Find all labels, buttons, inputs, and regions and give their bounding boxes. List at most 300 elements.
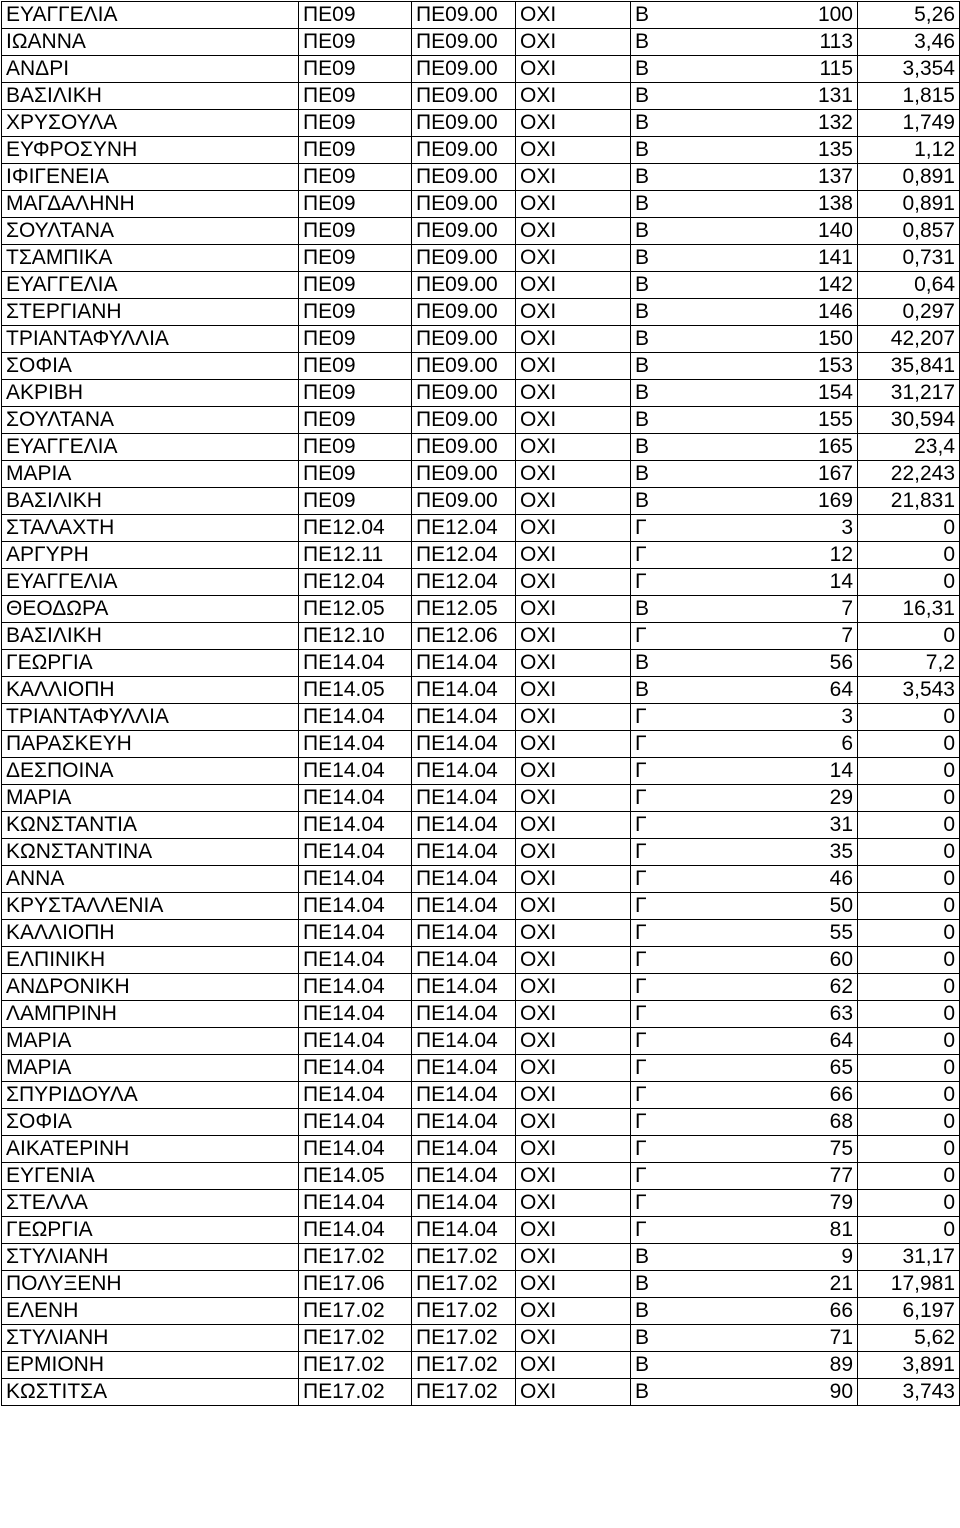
score-cell: 0 — [858, 893, 960, 920]
name-cell: ΣΟΥΛΤΑΝΑ — [2, 407, 299, 434]
category-value: Β — [635, 30, 650, 53]
score-cell: 7,2 — [858, 650, 960, 677]
score-cell: 35,841 — [858, 353, 960, 380]
table-row — [2, 380, 960, 407]
specialty-code-cell: ΠΕ12.06 — [412, 623, 516, 650]
name-cell: ΓΕΩΡΓΙΑ — [2, 1217, 299, 1244]
score-cell: 0 — [858, 1217, 960, 1244]
specialty-cell: ΠΕ09 — [299, 434, 412, 461]
table-row — [2, 515, 960, 542]
score-cell: 0 — [858, 1190, 960, 1217]
score-cell: 0 — [858, 1055, 960, 1082]
specialty-code-cell: ΠΕ14.04 — [412, 1217, 516, 1244]
category-rank-cell — [631, 839, 858, 866]
specialty-cell: ΠΕ14.05 — [299, 677, 412, 704]
table-row — [2, 893, 960, 920]
specialty-cell: ΠΕ14.04 — [299, 731, 412, 758]
name-cell: ΣΟΦΙΑ — [2, 353, 299, 380]
specialty-cell: ΠΕ09 — [299, 353, 412, 380]
rank-value: 31 — [829, 813, 853, 836]
table-row — [2, 461, 960, 488]
flag-cell: ΟΧΙ — [516, 758, 631, 785]
rank-value: 6 — [841, 732, 853, 755]
flag-cell: ΟΧΙ — [516, 1271, 631, 1298]
category-value: Γ — [635, 1218, 647, 1241]
specialty-cell: ΠΕ17.02 — [299, 1379, 412, 1406]
score-cell: 0,731 — [858, 245, 960, 272]
score-cell: 22,243 — [858, 461, 960, 488]
table-row — [2, 1244, 960, 1271]
score-cell: 1,815 — [858, 83, 960, 110]
specialty-cell: ΠΕ09 — [299, 83, 412, 110]
specialty-cell: ΠΕ09 — [299, 488, 412, 515]
table-row — [2, 191, 960, 218]
score-cell: 23,4 — [858, 434, 960, 461]
category-value: Γ — [635, 1137, 647, 1160]
flag-cell: ΟΧΙ — [516, 569, 631, 596]
name-cell: ΤΣΑΜΠΙΚΑ — [2, 245, 299, 272]
rank-value: 64 — [829, 1029, 853, 1052]
name-cell: ΣΤΕΛΛΑ — [2, 1190, 299, 1217]
specialty-code-cell: ΠΕ17.02 — [412, 1271, 516, 1298]
specialty-cell: ΠΕ09 — [299, 29, 412, 56]
rank-value: 167 — [817, 462, 853, 485]
specialty-code-cell: ΠΕ17.02 — [412, 1325, 516, 1352]
flag-cell: ΟΧΙ — [516, 299, 631, 326]
flag-cell: ΟΧΙ — [516, 650, 631, 677]
specialty-code-cell: ΠΕ14.04 — [412, 1163, 516, 1190]
table-row — [2, 407, 960, 434]
category-rank-cell — [631, 1217, 858, 1244]
specialty-cell: ΠΕ17.06 — [299, 1271, 412, 1298]
table-row — [2, 1217, 960, 1244]
specialty-code-cell: ΠΕ09.00 — [412, 380, 516, 407]
category-rank-cell — [631, 1244, 858, 1271]
table-row — [2, 542, 960, 569]
category-value: Γ — [635, 570, 647, 593]
rank-value: 140 — [817, 219, 853, 242]
table-row — [2, 1325, 960, 1352]
name-cell: ΕΛΕΝΗ — [2, 1298, 299, 1325]
category-rank-cell — [631, 218, 858, 245]
table-row — [2, 731, 960, 758]
specialty-cell: ΠΕ14.04 — [299, 1082, 412, 1109]
category-rank-cell — [631, 758, 858, 785]
table-row — [2, 29, 960, 56]
category-rank-cell — [631, 677, 858, 704]
specialty-cell: ΠΕ17.02 — [299, 1244, 412, 1271]
rank-value: 60 — [829, 948, 853, 971]
table-row — [2, 785, 960, 812]
category-rank-cell — [631, 1028, 858, 1055]
specialty-code-cell: ΠΕ14.04 — [412, 866, 516, 893]
category-value: Γ — [635, 1083, 647, 1106]
category-value: Β — [635, 1380, 650, 1403]
specialty-code-cell: ΠΕ14.04 — [412, 974, 516, 1001]
rank-value: 89 — [829, 1353, 853, 1376]
score-cell: 0 — [858, 839, 960, 866]
specialty-code-cell: ΠΕ09.00 — [412, 326, 516, 353]
score-cell: 0 — [858, 1028, 960, 1055]
category-value: Β — [635, 408, 650, 431]
specialty-cell: ΠΕ14.04 — [299, 1028, 412, 1055]
specialty-code-cell: ΠΕ17.02 — [412, 1244, 516, 1271]
specialty-cell: ΠΕ12.10 — [299, 623, 412, 650]
flag-cell: ΟΧΙ — [516, 677, 631, 704]
rank-value: 169 — [817, 489, 853, 512]
name-cell: ΕΥΓΕΝΙΑ — [2, 1163, 299, 1190]
rank-value: 113 — [819, 30, 853, 53]
specialty-code-cell: ΠΕ14.04 — [412, 731, 516, 758]
flag-cell: ΟΧΙ — [516, 29, 631, 56]
category-value: Β — [635, 111, 650, 134]
rank-value: 100 — [817, 3, 853, 26]
table-row — [2, 1109, 960, 1136]
specialty-cell: ΠΕ17.02 — [299, 1298, 412, 1325]
score-cell: 0,857 — [858, 218, 960, 245]
score-cell: 31,17 — [858, 1244, 960, 1271]
name-cell: ΑΚΡΙΒΗ — [2, 380, 299, 407]
name-cell: ΣΟΥΛΤΑΝΑ — [2, 218, 299, 245]
name-cell: ΤΡΙΑΝΤΑΦΥΛΛΙΑ — [2, 326, 299, 353]
table-row — [2, 704, 960, 731]
category-rank-cell — [631, 488, 858, 515]
specialty-cell: ΠΕ17.02 — [299, 1352, 412, 1379]
score-cell: 0 — [858, 920, 960, 947]
rank-value: 155 — [817, 408, 853, 431]
specialty-cell: ΠΕ14.04 — [299, 920, 412, 947]
score-cell: 3,354 — [858, 56, 960, 83]
specialty-code-cell: ΠΕ12.04 — [412, 515, 516, 542]
category-value: Γ — [635, 624, 647, 647]
table-row — [2, 677, 960, 704]
category-rank-cell — [631, 569, 858, 596]
score-cell: 6,197 — [858, 1298, 960, 1325]
score-cell: 0 — [858, 785, 960, 812]
flag-cell: ΟΧΙ — [516, 407, 631, 434]
specialty-cell: ΠΕ14.04 — [299, 1190, 412, 1217]
category-rank-cell — [631, 83, 858, 110]
specialty-code-cell: ΠΕ09.00 — [412, 137, 516, 164]
specialty-code-cell: ΠΕ09.00 — [412, 407, 516, 434]
category-value: Β — [635, 1326, 650, 1349]
category-value: Β — [635, 3, 650, 26]
table-row — [2, 1001, 960, 1028]
category-value: Γ — [635, 948, 647, 971]
rank-value: 3 — [841, 705, 853, 728]
rank-value: 115 — [819, 57, 853, 80]
flag-cell: ΟΧΙ — [516, 164, 631, 191]
flag-cell: ΟΧΙ — [516, 1001, 631, 1028]
category-rank-cell — [631, 731, 858, 758]
category-value: Γ — [635, 732, 647, 755]
name-cell: ΑΡΓΥΡΗ — [2, 542, 299, 569]
specialty-cell: ΠΕ12.11 — [299, 542, 412, 569]
rank-value: 3 — [841, 516, 853, 539]
flag-cell: ΟΧΙ — [516, 1379, 631, 1406]
specialty-code-cell: ΠΕ14.04 — [412, 1001, 516, 1028]
category-value: Β — [635, 246, 650, 269]
category-rank-cell — [631, 1271, 858, 1298]
flag-cell: ΟΧΙ — [516, 1244, 631, 1271]
category-value: Γ — [635, 1110, 647, 1133]
category-value: Γ — [635, 975, 647, 998]
table-row — [2, 569, 960, 596]
category-rank-cell — [631, 1055, 858, 1082]
category-value: Β — [635, 678, 650, 701]
table-row — [2, 1136, 960, 1163]
score-cell: 3,891 — [858, 1352, 960, 1379]
category-value: Γ — [635, 759, 647, 782]
specialty-code-cell: ΠΕ14.04 — [412, 920, 516, 947]
rank-value: 65 — [829, 1056, 853, 1079]
name-cell: ΠΑΡΑΣΚΕΥΗ — [2, 731, 299, 758]
name-cell: ΛΑΜΠΡΙΝΗ — [2, 1001, 299, 1028]
name-cell: ΣΤΕΡΓΙΑΝΗ — [2, 299, 299, 326]
specialty-cell: ΠΕ09 — [299, 191, 412, 218]
name-cell: ΙΩΑΝΝΑ — [2, 29, 299, 56]
table-row — [2, 1352, 960, 1379]
table-row — [2, 650, 960, 677]
specialty-cell: ΠΕ14.04 — [299, 1001, 412, 1028]
specialty-cell: ΠΕ14.04 — [299, 1055, 412, 1082]
name-cell: ΣΟΦΙΑ — [2, 1109, 299, 1136]
category-value: Β — [635, 219, 650, 242]
category-value: Β — [635, 489, 650, 512]
rank-value: 62 — [829, 975, 853, 998]
category-rank-cell — [631, 1298, 858, 1325]
specialty-cell: ΠΕ14.04 — [299, 893, 412, 920]
specialty-code-cell: ΠΕ09.00 — [412, 272, 516, 299]
specialty-code-cell: ΠΕ14.04 — [412, 1190, 516, 1217]
table-row — [2, 1298, 960, 1325]
table-row — [2, 1163, 960, 1190]
name-cell: ΣΤΑΛΑΧΤΗ — [2, 515, 299, 542]
table-row — [2, 245, 960, 272]
data-table — [1, 1, 960, 1406]
specialty-code-cell: ΠΕ14.04 — [412, 839, 516, 866]
specialty-code-cell: ΠΕ09.00 — [412, 434, 516, 461]
specialty-code-cell: ΠΕ09.00 — [412, 488, 516, 515]
category-rank-cell — [631, 461, 858, 488]
specialty-code-cell: ΠΕ14.04 — [412, 893, 516, 920]
table-row — [2, 353, 960, 380]
score-cell: 3,46 — [858, 29, 960, 56]
name-cell: ΚΩΣΤΙΤΣΑ — [2, 1379, 299, 1406]
category-rank-cell — [631, 920, 858, 947]
category-rank-cell — [631, 2, 858, 29]
score-cell: 1,12 — [858, 137, 960, 164]
name-cell: ΣΤΥΛΙΑΝΗ — [2, 1244, 299, 1271]
rank-value: 7 — [841, 597, 853, 620]
table-row — [2, 947, 960, 974]
rank-value: 135 — [817, 138, 853, 161]
specialty-cell: ΠΕ14.04 — [299, 785, 412, 812]
flag-cell: ΟΧΙ — [516, 353, 631, 380]
score-cell: 21,831 — [858, 488, 960, 515]
flag-cell: ΟΧΙ — [516, 1352, 631, 1379]
score-cell: 5,62 — [858, 1325, 960, 1352]
name-cell: ΚΡΥΣΤΑΛΛΕΝΙΑ — [2, 893, 299, 920]
name-cell: ΕΛΠΙΝΙΚΗ — [2, 947, 299, 974]
score-cell: 0,64 — [858, 272, 960, 299]
specialty-cell: ΠΕ14.04 — [299, 650, 412, 677]
name-cell: ΑΝΔΡΟΝΙΚΗ — [2, 974, 299, 1001]
flag-cell: ΟΧΙ — [516, 1136, 631, 1163]
flag-cell: ΟΧΙ — [516, 812, 631, 839]
category-value: Γ — [635, 1056, 647, 1079]
score-cell: 0 — [858, 974, 960, 1001]
category-rank-cell — [631, 785, 858, 812]
rank-value: 63 — [829, 1002, 853, 1025]
flag-cell: ΟΧΙ — [516, 947, 631, 974]
category-rank-cell — [631, 1109, 858, 1136]
specialty-code-cell: ΠΕ09.00 — [412, 218, 516, 245]
specialty-cell: ΠΕ09 — [299, 272, 412, 299]
score-cell: 0 — [858, 812, 960, 839]
flag-cell: ΟΧΙ — [516, 245, 631, 272]
rank-value: 77 — [829, 1164, 853, 1187]
category-rank-cell — [631, 407, 858, 434]
specialty-code-cell: ΠΕ09.00 — [412, 299, 516, 326]
flag-cell: ΟΧΙ — [516, 920, 631, 947]
name-cell: ΒΑΣΙΛΙΚΗ — [2, 623, 299, 650]
category-rank-cell — [631, 1163, 858, 1190]
rank-value: 132 — [817, 111, 853, 134]
specialty-cell: ΠΕ09 — [299, 164, 412, 191]
specialty-code-cell: ΠΕ09.00 — [412, 29, 516, 56]
rank-value: 56 — [829, 651, 853, 674]
score-cell: 0,891 — [858, 164, 960, 191]
table-row — [2, 488, 960, 515]
flag-cell: ΟΧΙ — [516, 731, 631, 758]
specialty-code-cell: ΠΕ17.02 — [412, 1298, 516, 1325]
table-row — [2, 56, 960, 83]
name-cell: ΘΕΟΔΩΡΑ — [2, 596, 299, 623]
category-value: Β — [635, 273, 650, 296]
specialty-code-cell: ΠΕ09.00 — [412, 2, 516, 29]
table-row — [2, 1055, 960, 1082]
category-rank-cell — [631, 56, 858, 83]
category-value: Β — [635, 1272, 650, 1295]
name-cell: ΕΥΑΓΓΕΛΙΑ — [2, 2, 299, 29]
rank-value: 9 — [841, 1245, 853, 1268]
category-rank-cell — [631, 1190, 858, 1217]
rank-value: 46 — [829, 867, 853, 890]
specialty-code-cell: ΠΕ09.00 — [412, 83, 516, 110]
category-rank-cell — [631, 947, 858, 974]
specialty-code-cell: ΠΕ09.00 — [412, 164, 516, 191]
name-cell: ΕΡΜΙΟΝΗ — [2, 1352, 299, 1379]
name-cell: ΙΦΙΓΕΝΕΙΑ — [2, 164, 299, 191]
flag-cell: ΟΧΙ — [516, 1298, 631, 1325]
category-rank-cell — [631, 137, 858, 164]
flag-cell: ΟΧΙ — [516, 191, 631, 218]
specialty-code-cell: ΠΕ09.00 — [412, 461, 516, 488]
specialty-code-cell: ΠΕ09.00 — [412, 191, 516, 218]
category-value: Β — [635, 138, 650, 161]
category-value: Β — [635, 354, 650, 377]
flag-cell: ΟΧΙ — [516, 110, 631, 137]
category-value: Γ — [635, 705, 647, 728]
rank-value: 7 — [841, 624, 853, 647]
category-value: Β — [635, 192, 650, 215]
score-cell: 0 — [858, 866, 960, 893]
flag-cell: ΟΧΙ — [516, 83, 631, 110]
specialty-code-cell: ΠΕ17.02 — [412, 1352, 516, 1379]
score-cell: 16,31 — [858, 596, 960, 623]
name-cell: ΤΡΙΑΝΤΑΦΥΛΛΙΑ — [2, 704, 299, 731]
name-cell: ΜΑΡΙΑ — [2, 1055, 299, 1082]
specialty-cell: ΠΕ14.04 — [299, 974, 412, 1001]
name-cell: ΜΑΡΙΑ — [2, 461, 299, 488]
category-rank-cell — [631, 1136, 858, 1163]
name-cell: ΓΕΩΡΓΙΑ — [2, 650, 299, 677]
rank-value: 150 — [817, 327, 853, 350]
category-rank-cell — [631, 299, 858, 326]
category-rank-cell — [631, 29, 858, 56]
score-cell: 0 — [858, 1163, 960, 1190]
name-cell: ΑΝΔΡΙ — [2, 56, 299, 83]
score-cell: 42,207 — [858, 326, 960, 353]
category-value: Β — [635, 300, 650, 323]
specialty-code-cell: ΠΕ14.04 — [412, 1082, 516, 1109]
table-row — [2, 272, 960, 299]
score-cell: 31,217 — [858, 380, 960, 407]
category-rank-cell — [631, 542, 858, 569]
rank-value: 142 — [817, 273, 853, 296]
table-row — [2, 110, 960, 137]
category-rank-cell — [631, 515, 858, 542]
table-row — [2, 1082, 960, 1109]
category-value: Β — [635, 1353, 650, 1376]
flag-cell: ΟΧΙ — [516, 56, 631, 83]
table-row — [2, 866, 960, 893]
specialty-code-cell: ΠΕ14.04 — [412, 1028, 516, 1055]
flag-cell: ΟΧΙ — [516, 1163, 631, 1190]
flag-cell: ΟΧΙ — [516, 893, 631, 920]
name-cell: ΠΟΛΥΞΕΝΗ — [2, 1271, 299, 1298]
specialty-code-cell: ΠΕ14.04 — [412, 812, 516, 839]
category-value: Β — [635, 381, 650, 404]
score-cell: 0 — [858, 731, 960, 758]
specialty-cell: ΠΕ14.04 — [299, 947, 412, 974]
score-cell: 0,297 — [858, 299, 960, 326]
score-cell: 17,981 — [858, 1271, 960, 1298]
specialty-cell: ΠΕ09 — [299, 407, 412, 434]
name-cell: ΚΑΛΛΙΟΠΗ — [2, 677, 299, 704]
specialty-cell: ΠΕ14.04 — [299, 1217, 412, 1244]
score-cell: 0 — [858, 704, 960, 731]
specialty-cell: ΠΕ14.04 — [299, 1109, 412, 1136]
table-row — [2, 1190, 960, 1217]
flag-cell: ΟΧΙ — [516, 623, 631, 650]
rank-value: 66 — [829, 1083, 853, 1106]
score-cell: 3,543 — [858, 677, 960, 704]
name-cell: ΒΑΣΙΛΙΚΗ — [2, 83, 299, 110]
name-cell: ΒΑΣΙΛΙΚΗ — [2, 488, 299, 515]
name-cell: ΑΙΚΑΤΕΡΙΝΗ — [2, 1136, 299, 1163]
table-row — [2, 2, 960, 29]
score-cell: 1,749 — [858, 110, 960, 137]
category-value: Γ — [635, 813, 647, 836]
flag-cell: ΟΧΙ — [516, 1028, 631, 1055]
rank-value: 154 — [817, 381, 853, 404]
score-cell: 0 — [858, 623, 960, 650]
category-rank-cell — [631, 974, 858, 1001]
rank-value: 64 — [829, 678, 853, 701]
category-rank-cell — [631, 164, 858, 191]
